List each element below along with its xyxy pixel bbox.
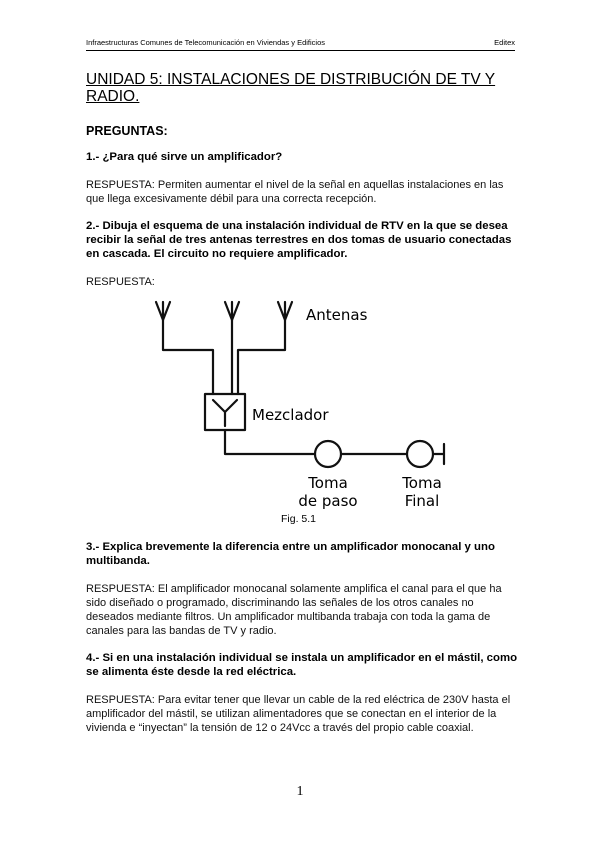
page-header <box>86 38 515 51</box>
antenna-1-cable <box>163 320 213 394</box>
header-publisher: Editex <box>494 38 515 47</box>
distribution-cable <box>225 430 315 454</box>
question-3: 3.- Explica brevemente la diferencia entre un amplificador monocanal y uno multibanda. <box>86 541 495 567</box>
toma-paso-label-2: de paso <box>298 492 358 510</box>
line-terminator <box>433 444 444 464</box>
toma-paso-outlet <box>315 441 341 467</box>
rtv-installation-diagram <box>146 294 466 514</box>
antenna-3-cable <box>238 320 285 394</box>
header-book-title: Infraestructuras Comunes de Telecomunicación en Viviendas y Edificios <box>86 38 326 47</box>
antenna-3-icon <box>278 302 292 320</box>
toma-final-label-2: Final <box>404 492 440 510</box>
answer-4: RESPUESTA: Para evitar tener que llevar un cable de la red eléctrica de 230V hasta el amplificador del mástil, se utilizan alimentadores que se conectan en el interior de la vivienda e “inyectan” la tensión de 12 o 24Vcc a través del propio cable coaxial. <box>86 694 511 734</box>
antenas-label: Antenas <box>306 306 368 324</box>
antenna-1-icon <box>156 302 170 320</box>
mixer-symbol-icon <box>213 400 237 426</box>
toma-final-outlet <box>407 441 433 467</box>
answer-1: RESPUESTA: Permiten aumentar el nivel de la señal en aquellas instalaciones en las que llega excesivamente débil para una correcta recepción. <box>86 179 504 205</box>
figure-caption: Fig. 5.1 <box>281 513 317 525</box>
answer-3: RESPUESTA: El amplificador monocanal solamente amplifica el canal para el que ha sido diseñado o programado, discriminando las señales de los otros canales no deseados mediante filtros. Un amplificador multibanda trabaja con toda la gama de canales para las bandas de TV y radio. <box>86 583 502 637</box>
unit-title: UNIDAD 5: INSTALACIONES DE DISTRIBUCIÓN DE TV Y RADIO. <box>86 71 496 105</box>
toma-final-label-1: Toma <box>402 474 442 492</box>
section-heading: PREGUNTAS: <box>86 124 168 138</box>
toma-paso-label-1: Toma <box>308 474 348 492</box>
page-number: 1 <box>296 784 304 799</box>
question-1: 1.- ¿Para qué sirve un amplificador? <box>86 151 283 163</box>
question-2: 2.- Dibuja el esquema de una instalación individual de RTV en la que se desea recibir la señal de tres antenas terrestres en dos tomas de usuario conectadas en cascada. El circuito no requiere amplificador. <box>86 220 512 260</box>
mezclador-label: Mezclador <box>252 406 329 424</box>
antenna-2-icon <box>225 302 239 320</box>
question-4: 4.- Si en una instalación individual se instala un amplificador en el mástil, como se alimenta éste desde la red eléctrica. <box>86 652 518 678</box>
answer-2: RESPUESTA: <box>86 276 155 288</box>
